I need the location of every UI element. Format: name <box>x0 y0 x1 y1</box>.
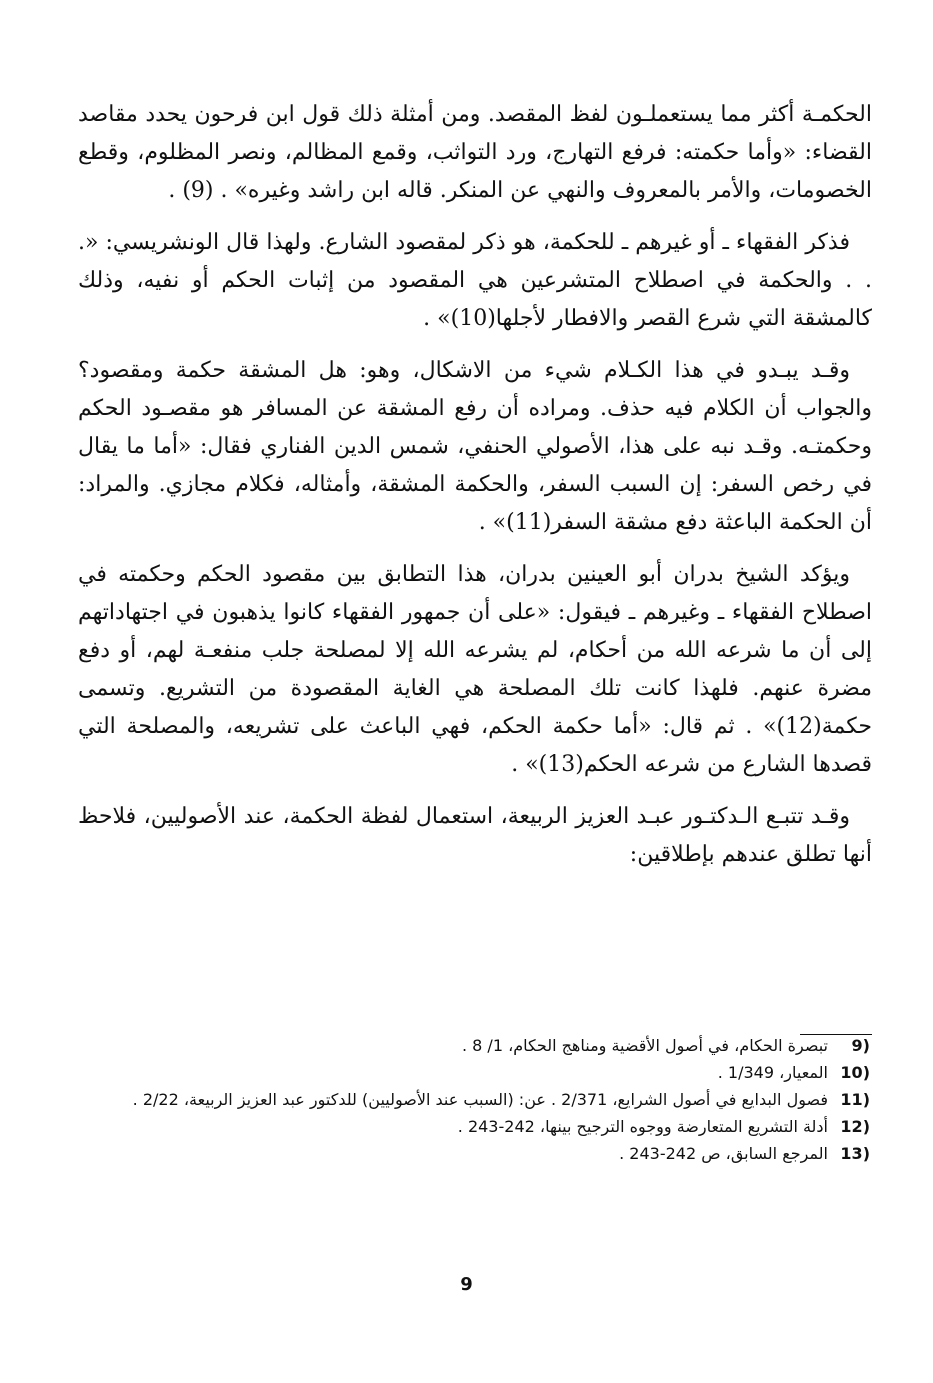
footnote-text: تبصرة الحكام، في أصول الأقضية ومناهج الحكام، 1/ 8 . <box>461 1036 828 1055</box>
paragraph-2: فذكر الفقهاء ـ أو غيرهم ـ للحكمة، هو ذكر لمقصود الشارع. ولهذا قال الونشريسي: «. . . والحكمة في اصطلاح المتشرعين هي المقصود من إثبات الحكم أو نفيه، وذلك كالمشقة التي شرع القصر والافطار لأجلها(10)» . <box>78 230 872 331</box>
footnote-number: 12) <box>840 1117 870 1136</box>
paragraph-1: الحكمـة أكثر مما يستعملـون لفظ المقصد. ومن أمثلة ذلك قول ابن فرحون يحدد مقاصد القضاء: «وأما حكمته: فرفع التهارج، ورد التواثب، وقمع المظالم، ونصر المظلوم، وقطع الخصومات، والأمر بالمعروف والنهي عن المنكر. قاله ابن راشد وغيره» . (9) . <box>78 102 872 203</box>
footnote-text: أدلة التشريع المتعارضة ووجوه الترجيح بينها، 242-243 . <box>457 1117 828 1136</box>
footnote-10 <box>84 1061 870 1085</box>
paragraph-5: وقـد تتبـع الـدكتـور عبـد العزيز الربيعة، استعمال لفظة الحكمة، عند الأصوليين، فلاحظ أنها تطلق عندهم بإطلاقين: <box>78 804 872 867</box>
body-text <box>78 96 872 888</box>
footnote-12 <box>84 1115 870 1139</box>
footnote-text: المرجع السابق، ص 242-243 . <box>619 1144 828 1163</box>
footnote-number: 11) <box>840 1090 870 1109</box>
footnote-text: المعيار، 1/349 . <box>717 1063 828 1082</box>
footnote-13 <box>84 1142 870 1166</box>
paragraph-3: وقـد يبـدو في هذا الكـلام شيء من الاشكال، وهو: هل المشقة حكمة ومقصود؟ والجواب أن الكلام فيه حذف. ومراده أن رفع المشقة عن المسافر هو مقصـود الحكم وحكمتـه. وقـد نبه على هذا، الأصولي الحنفي، شمس الدين الفناري فقال: «أما ما يقال في رخص السفر: إن السبب السفر، والحكمة المشقة، وأمثاله، فكلام مجازي. والمراد: أن الحكمة الباعثة دفع مشقة السفر(11)» . <box>78 358 872 535</box>
paragraph-4: ويؤكد الشيخ بدران أبو العينين بدران، هذا التطابق بين مقصود الحكم وحكمته في اصطلاح الفقهاء ـ وغيرهم ـ فيقول: «على أن جمهور الفقهاء كانوا يذهبون في اجتهاداتهم إلى أن ما شرعه الله من أحكام، لم يشرعه الله إلا لمصلحة جلب منفعـة لهم، أو دفع مضرة عنهم. فلهذا كانت تلك المصلحة هي الغاية المقصودة من التشريع. وتسمى حكمة(12)» . ثم قال: «أما حكمة الحكم، فهي الباعث على تشريعه، والمصلحة التي قصدها الشارع من شرعه الحكم(13)» . <box>78 562 872 777</box>
footnote-11 <box>84 1088 870 1112</box>
footnote-9 <box>84 1034 870 1058</box>
footnotes <box>84 1034 870 1169</box>
footnote-number: 10) <box>840 1063 870 1082</box>
footnote-number: 9) <box>851 1036 870 1055</box>
page-number: 9 <box>460 1274 473 1295</box>
footnote-text: فصول البدايع في أصول الشرايع، 2/371 . عن: (السبب عند الأصوليين) للدكتور عبد العزيز الربيعة، 2/22 . <box>132 1090 828 1109</box>
footnote-number: 13) <box>840 1144 870 1163</box>
